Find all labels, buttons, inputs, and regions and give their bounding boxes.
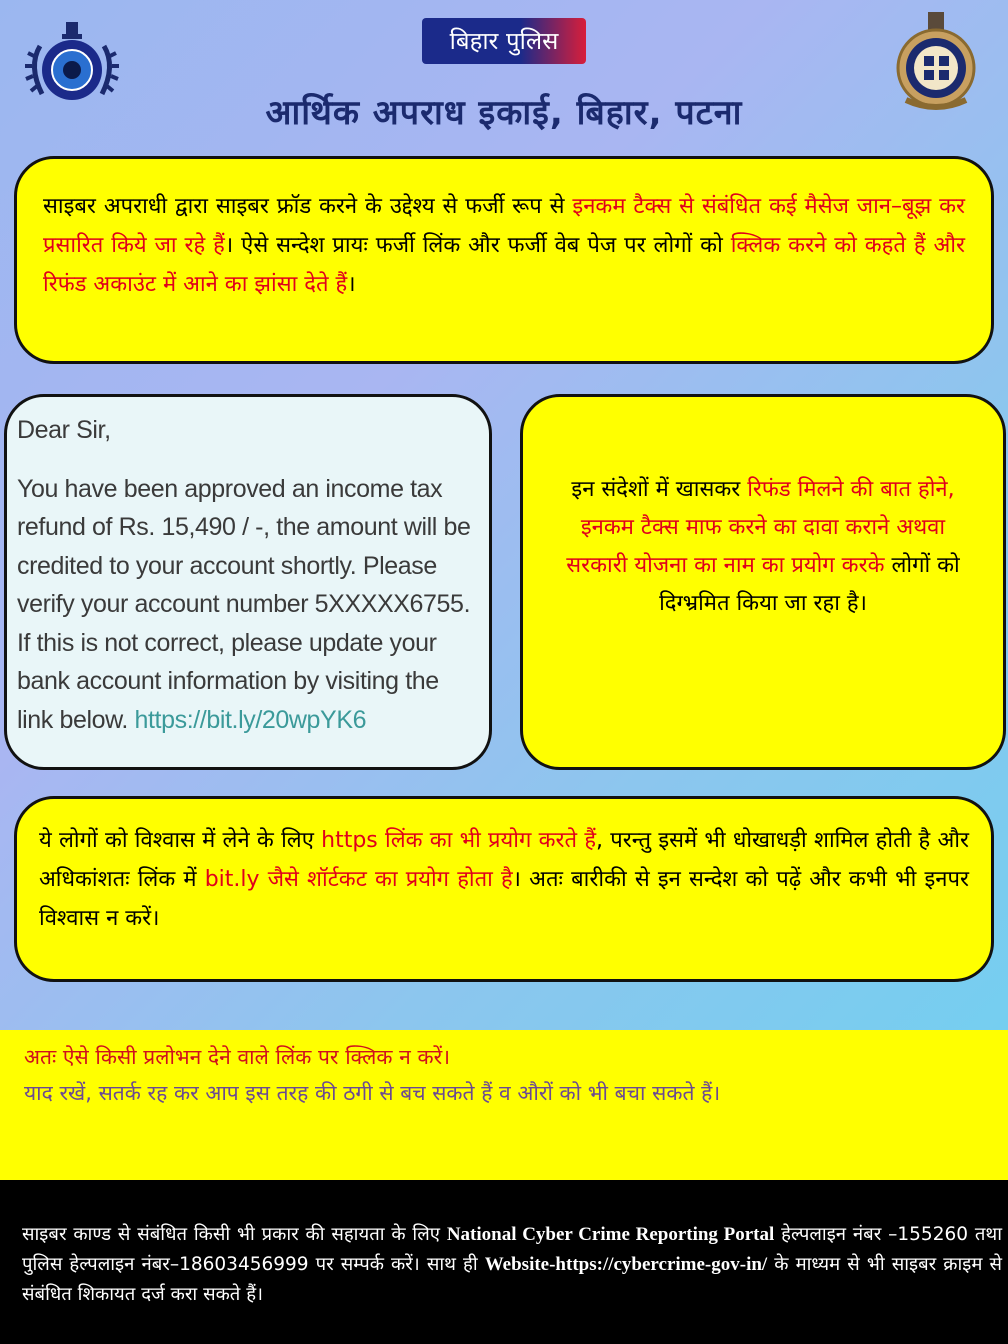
intro-text-part: साइबर अपराधी द्वारा साइबर फ्रॉड करने के उद्देश्य से फर्जी रूप से [43,194,573,219]
economic-offences-unit-emblem-icon [884,10,988,110]
warning-box-intro [14,156,994,364]
portal-name: National Cyber Crime Reporting Portal [446,1224,775,1245]
warning-box-links [14,796,994,982]
sample-fraud-sms [4,394,492,770]
warning-box-refund [520,394,1006,770]
footer-text: साइबर काण्ड से संबंधित किसी भी प्रकार की सहायता के लिए [22,1224,447,1245]
intro-highlight: इनकम टैक्स से संबंधित कई मैसेज जान–बूझ कर प्रसारित किये जा रहे हैं [43,194,965,258]
links-text [39,821,969,938]
page-title: आर्थिक अपराध इकाई, बिहार, पटना [265,93,743,133]
links-highlight: https लिंक का भी प्रयोग करते हैं [321,828,597,853]
links-text-part: , परन्तु इसमें भी धोखाधड़ी शामिल होती है और अधिकांशतः लिंक में [39,828,969,892]
footer-text: हेल्पलाइन नंबर –155260 तथा पुलिस हेल्पलाइन नंबर–18603456999 पर सम्पर्क करें। साथ ही [22,1224,1002,1275]
refund-text [559,471,967,623]
sms-body [17,470,479,740]
bihar-police-badge: बिहार पुलिस [422,18,586,64]
intro-highlight: क्लिक करने को कहते हैं और रिफंड अकाउंट में आने का झांसा देते हैं [43,233,965,297]
links-text-part: ये लोगों को विश्वास में लेने के लिए [39,828,322,853]
website-link: Website-https://cybercrime-gov-in/ [484,1254,768,1275]
refund-text-part: लोगों को दिग्भ्रमित किया जा रहा है। [659,553,960,616]
advice-band [0,1030,1008,1180]
links-highlight: bit.ly जैसे शॉर्टकट का प्रयोग होता है [204,867,513,892]
intro-text-part: । [347,272,356,297]
sms-body-text: You have been approved an income tax refund of Rs. 15,490 / -, the amount will be credited to your account shortly. Please verify your account number 5XXXXX6755. If this is not correct, please update your bank account information by visiting the link below. [17,474,471,734]
footer-text: के माध्यम से भी साइबर क्राइम से संबंधित शिकायत दर्ज करा सकते हैं। [22,1254,1002,1305]
refund-highlight: रिफंड मिलने की बात होने, इनकम टैक्स माफ करने का दावा कराने अथवा सरकारी योजना का नाम का प्रयोग करके [566,477,955,578]
intro-text [43,187,965,304]
refund-text-part: इन संदेशों में खासकर [571,477,748,502]
helpline-footer [22,1220,1002,1310]
advice-warning: अतः ऐसे किसी प्रलोभन देने वाले लिंक पर क्लिक न करें। [24,1045,451,1069]
eou-cyber-crime-emblem-icon [20,16,124,116]
sms-fraud-link: https://bit.ly/20wpYK6 [134,705,367,734]
intro-text-part: । ऐसे सन्देश प्रायः फर्जी लिंक और फर्जी वेब पेज पर लोगों को [224,233,731,258]
sms-greeting: Dear Sir, [17,416,111,444]
links-text-part: । अतः बारीकी से इन सन्देश को पढ़ें और कभी भी इनपर विश्वास न करें। [39,867,969,931]
advice-reminder: याद रखें, सतर्क रह कर आप इस तरह की ठगी से बच सकते हैं व औरों को भी बचा सकते हैं। [24,1081,721,1105]
